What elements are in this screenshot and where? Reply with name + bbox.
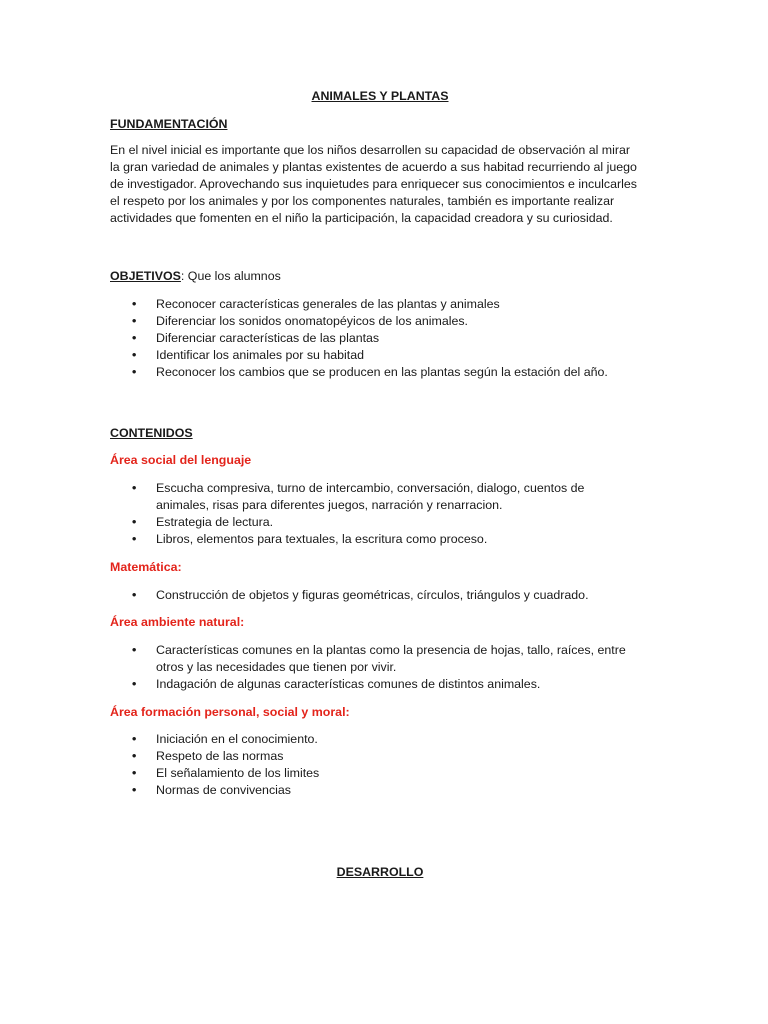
list-item: • Construcción de objetos y figuras geométricas, círculos, triángulos y cuadrado.	[132, 588, 589, 602]
list-item: • Escucha compresiva, turno de intercambio, conversación, dialogo, cuentos de animales, risas para diferentes juegos, narración y renarracion.	[132, 481, 585, 512]
area-matematica-list	[110, 587, 630, 604]
bullet-icon: •	[132, 297, 137, 311]
area-title-ambiente: Área ambiente natural:	[110, 615, 245, 629]
bullet-icon: •	[132, 783, 137, 797]
list-item: • Normas de convivencias	[132, 783, 291, 797]
list-item: • Diferenciar los sonidos onomatopéyicos de los animales.	[132, 314, 468, 328]
bullet-icon: •	[132, 348, 137, 362]
paragraph-line: En el nivel inicial es importante que los niños desarrollen su capacidad de observación al mirar	[110, 143, 631, 157]
paragraph-line: actividades que fomenten en el niño la participación, la capacidad creadora y su curiosidad.	[110, 211, 613, 225]
list-item: • Iniciación en el conocimiento.	[132, 732, 318, 746]
area-title-matematica: Matemática:	[110, 560, 182, 574]
list-item: • Diferenciar características de las plantas	[132, 331, 380, 345]
desarrollo-heading: DESARROLLO	[336, 865, 424, 879]
list-item: • Indagación de algunas características comunes de distintos animales.	[132, 677, 541, 691]
area-title-formacion: Área formación personal, social y moral:	[110, 705, 350, 719]
paragraph-line: la gran variedad de animales y plantas existentes de acuerdo a sus habitad recurriendo al juego	[110, 160, 637, 174]
bullet-icon: •	[132, 314, 137, 328]
area-title-lenguaje: Área social del lenguaje	[110, 453, 252, 467]
bullet-icon: •	[132, 677, 137, 691]
contenidos-heading: CONTENIDOS	[110, 426, 193, 440]
area-formacion-list	[110, 731, 630, 799]
list-item: • Respeto de las normas	[132, 749, 284, 763]
area-ambiente-list	[110, 642, 630, 693]
objetivos-list	[110, 296, 630, 381]
bullet-icon: •	[132, 643, 137, 657]
list-item: • Estrategia de lectura.	[132, 515, 274, 529]
bullet-icon: •	[132, 732, 137, 746]
list-item: • Reconocer los cambios que se producen en las plantas según la estación del año.	[132, 365, 608, 379]
objetivos-heading-rest: : Que los alumnos	[180, 269, 281, 283]
bullet-icon: •	[132, 532, 137, 546]
bullet-icon: •	[132, 481, 137, 495]
bullet-icon: •	[132, 515, 137, 529]
bullet-icon: •	[132, 331, 137, 345]
list-item: • Características comunes en la plantas como la presencia de hojas, tallo, raíces, entre otros y las necesidades que tienen por vivir.	[132, 643, 626, 674]
bullet-icon: •	[132, 365, 137, 379]
paragraph-line: de investigador. Aprovechando sus inquietudes para enriquecer sus conocimientos e inculcarles	[110, 177, 637, 191]
bullet-icon: •	[132, 588, 137, 602]
bullet-icon: •	[132, 749, 137, 763]
area-lenguaje-list	[110, 480, 630, 548]
list-item: • Reconocer características generales de las plantas y animales	[132, 297, 500, 311]
objetivos-heading-label: OBJETIVOS	[110, 269, 181, 283]
list-item: • El señalamiento de los limites	[132, 766, 320, 780]
paragraph-line: el respeto por los animales y por los componentes naturales, también es importante realizar	[110, 194, 615, 208]
list-item: • Identificar los animales por su habitad	[132, 348, 365, 362]
bullet-icon: •	[132, 766, 137, 780]
objetivos-heading	[110, 268, 281, 285]
list-item: • Libros, elementos para textuales, la escritura como proceso.	[132, 532, 488, 546]
fundamentacion-heading: FUNDAMENTACIÓN	[110, 117, 228, 131]
fundamentacion-paragraph	[110, 142, 640, 227]
page-title: ANIMALES Y PLANTAS	[311, 89, 449, 103]
